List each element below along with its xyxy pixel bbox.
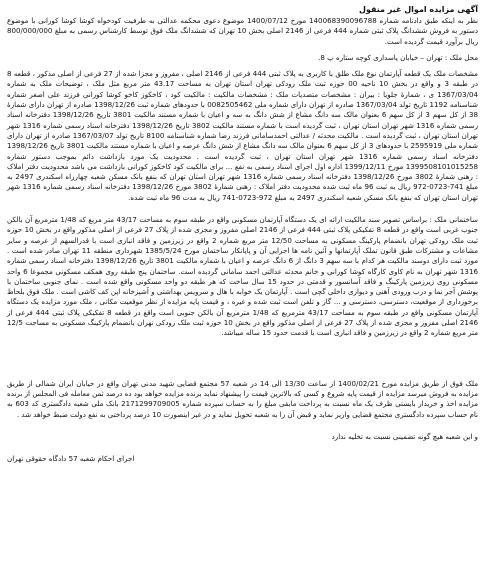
property-address: محل ملک : تهران – خیابان پاسداری کوچه ستاره پ 8. <box>318 52 478 62</box>
spacer <box>7 339 478 379</box>
spacer <box>7 442 478 454</box>
building-description: ساختمانی ملک : براساس تصویر سند مالکیت ارائه ای یک دستگاه آپارتمان مسکونی واقع در طبقه سوم به مساحت 43/17 متر مربع که 1/48 مترمربع آن بالکن جنوب غربی است واقع در قطعه 8 تفکیکی پلاک ثبتی 444 فرعی از 2146 اصلی مفروز و مجزی شده از پلاک 27 فرعی از اصلی مذکور واقع در بخش 10 حوزه ثبت ملک رودکی تهران بانضمام پارکینگ مسکونی به مساحت 12/50 متر مربع شماره 2 واقع در زیرزمین و فاقد انباری است با قدرالسهم از عرصه و سایر مشاعات و مشترکات طبق قانون تملک آپارتمانها و آئین نامه ها اجرایی آن و پایانکار ساختمان مورخ 1385/5/24 شهرداری منطقه 11 تهران صادر شده است . مورد ثبت دارای دوسند مالکیت هر کدام با سه سهم 3 دانگ از 6 دانگ عرصه و اعیان با شماره مالکیت 3801 تاریخ 1398/12/26 دفترخانه اسناد رسمی شماره 1316 شهر تهران به نام کاوی کارگاه کوشا کورانی و خانم محدثه عدالتی احمد سامانی گردیده است. ساختمان پنج طبقه روی همکف مسکونی مجموعا 6 واحد مسکونی روی زیرزمین پارکینگ و فاقد آسانسور و قدمتی در حدود 15 سال ساخت که هر طبقه دو واحد مسکونی واقع شده است . نمای جنوبی ساختمان با پوشش آجر نما و درب ورودی آهنی و دیواری داخلی گچی است . آپارتمان یک خوابه با هال و سرویس بهداشتی و آشپزخانه اپن کف کاشی است . ملک فوق بلحاظ برخورداری از موقعیت، دسترسی، دسترسی و ... گاز و تلفن است ثبت شده و غیره ، و قیمت پایه مزایده از نظر موقعیت مکانی ، ملک مورد مزایده یک دستگاه آپارتمان مسکونی واقع در طبقه سوم به مساحت 43/17 مترمربع که 1/48 مترمربع آن بالکن جنوبی است واقع در قطعه 8 تفکیکی پلاک ثبتی 444 فرعی از 2146 اصلی مفروز و مجزی شده از پلاک 27 فرعی از اصلی مذکور واقع در بخش 10 حوزه ثبت ملک رودکی تهران بانضمام پارکینگ مسکونی به مساحت 12/5 متر مربع شماره 2 واقع در زیرزمین و فاقد انباری است با قدمت حدود 15 ساله میباشد. <box>7 215 479 338</box>
auction-terms: ملک فوق از طریق مزایده مورخ 1400/02/21 از ساعت 13/30 الی 14 در شعبه 57 مجتمع قضایی شهید مدنی تهران واقع در خیابان ایران شمالی از طریق مزایده به فروش میرسد مزایده از قیمت پایه شروع و کسی که بالاترین قیمت را پیشنهاد نماید برنده مزایده خواهد بود ده درصد ثمن معامله فی المجلس از برنده مزایده اخذ و خریدار بایستی ظرف یک ماه نسبت به پرداخت مابقی مبلغ را به حساب سپرده شماره 2171299709005 بانک ملی شعبه دادگستری کد 603 به نام حساب سپرده دادگستری مجتمع قضایی واریز نماید و قبض آن را به شعبه تحویل نماید و در غیر اینصورت 10 درصد پرداختی به نفع دولت ضبط خواهد شد . <box>7 378 478 419</box>
guarantee-note: و این شعبه هیچ گونه تضمینی نسبت به تخلیه ندارد <box>331 431 478 441</box>
spacer <box>7 203 478 215</box>
notice-intro: نظر به اینکه طبق دادنامه شماره 140068390096788 مورخ 1400/07/12 موضوع دعوی محکمه عدالتی به طرفیت کودخواه کوشا کوشا کورانی با موضوع دستور به فروش ششدانگ پلاک ثبتی شماره 444 فرعی از 2146 اصلی بخش 10 تهران که ششدانگ ملک فوق توسط کارشناس رسمی به مبلغ 800/000/000 ریال برآورد قیمت گردیده است. <box>7 16 478 46</box>
property-specs: مشخصات ملک یک قطعه آپارتمان نوع ملک طلق با کاربری به پلاک ثبتی 444 فرعی از 2146 اصلی ، مفروز و مجزا شده از 27 فرعی از اصلی مذکور ، قطعه 8 در طبقه 3 و واقع در بخش 10 ناحیه 00 حوزه ثبت ملک رودکی تهران استان تهران به مساحت 43.17 متر مربع مثل ملک ، توضیحات ملک به شماره 1367/03/04 ی ، شمارهٔ جلویا : بیران : مشخصات متصدیات ملک : مشخصات مالکیت : مالکیت کود ، کاخکوز کاخو کوشا کورانی فرزند علی اصغر شماره شناسنامه 1192 تاریخ تولد 1367/03/04 صادره از تهران دارای شماره ملی 0082505462 با حدودهای شماره ثبت 1398/12/26 صادره از تهران دارای شمارهٔ 38 از کل سهم 3 از کل سهم 6 بعنوان مالک سه دانگ مشاع از شش دانگ به سه و اعیان با شماره مستند مالکیت 3801 تاریخ 1398/12/26 دفترخانه اسناد رسمی شماره 1316 شهر تهران استان تهران ، ثبت گردیده است با شماره مستند مالکیت 3802 تاریخ 1398/12/26 دفترخانه اسناد رسمی شماره 1316 شهر تهران استان تهران ، ثبت گردیده است . مالکیت محدثه / عدالتی احمدسامانی فرزند رضا شماره شناسنامه 8100 تاریخ تولد 1367/03/07 صادره از تهران دارای شماره ملی 2595919 با حدودهای 3 از کل سهم 6 بعنوان مالک سه دانگ مشاع از شش دانگ عرصه و اعیان با شماره مستند مالکیت 3801 تاریخ 1398/12/26 دفترخانه اسناد رسمی شماره 1316 شهر تهران استان تهران ، ثبت گردیده است . محدودیت یک مورد بازداشت دائم بموجب دستور شماره 1399508101015258 مورخ 1399/12/11 اداره اول اجرای اسناد رسمی به نفع ... برای مالکیت کود کاخکوز کورانی بازداشت می باشد محدودیت دفتر املاک : رهنی شمارهٔ 3802 مورخ 1398/12/26 دفترخانه اسناد رسمی شماره 1316 شهر تهران استان تهران که بنفع بانک مسکن شعبه چهارراه اسکندری 2497 به مبلغ 741-0723-972 ریال به ثبت 96 ماه ثبت شده محدودیت دفتر املاک : رهنی شمارهٔ 3802 مورخ 1398/12/26 دفترخانه اسناد رسمی شماره 1316 شهر تهران استان تهران که بنفع بانک مسکن شعبه اسکندری 2497 به مبلغ 972-0723-741 ریال به مدت 96 ماه ثبت شده. <box>7 69 479 202</box>
spacer <box>7 420 478 432</box>
notice-title: آگهی مزایده اموال غیر منقول <box>359 5 478 14</box>
court-signature: اجرای احکام شعبه 57 دادگاه حقوقی تهران <box>7 454 135 464</box>
